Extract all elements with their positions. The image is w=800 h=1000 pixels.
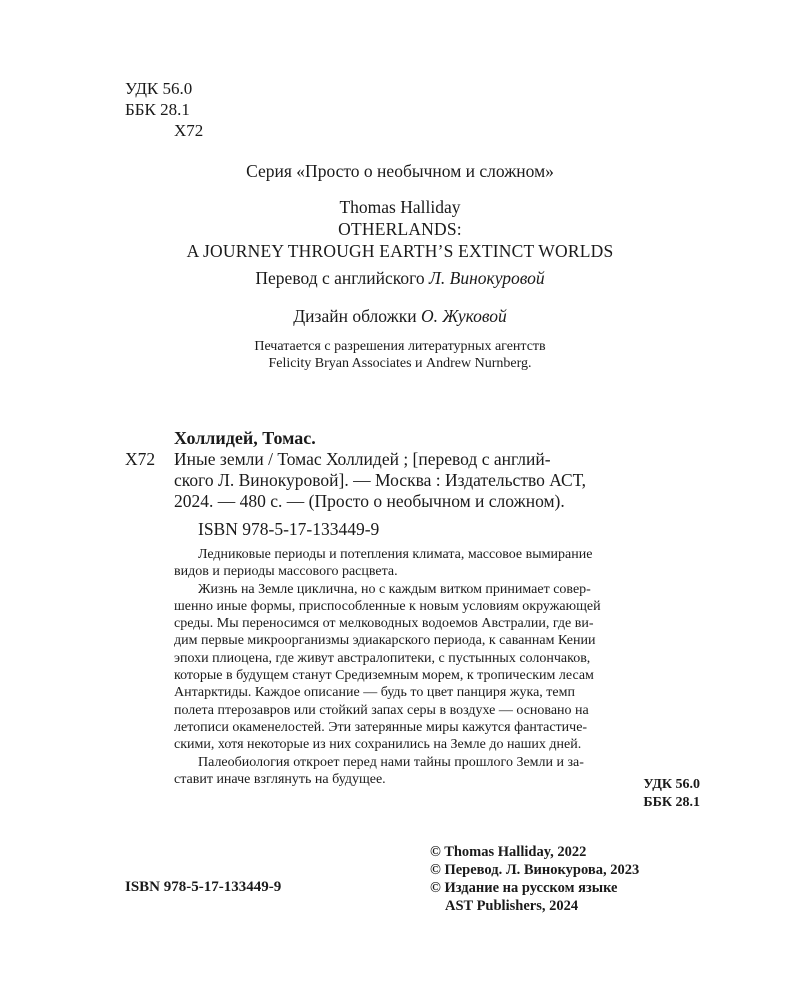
biblio-line: ского Л. Винокуровой]. — Москва : Издательство АСТ, [174, 470, 586, 490]
series-title: Серия «Просто о необычном и сложном» [246, 161, 554, 181]
copyright-block [430, 843, 639, 915]
udk-code-secondary: УДК 56.0 [643, 777, 700, 792]
original-author: Thomas Halliday [339, 197, 461, 217]
annotation-line: шенно иные формы, приспособленные к новым условиям окружающей [174, 598, 601, 614]
udk-bbk-block [643, 776, 700, 811]
annotation-line: среды. Мы переносимся от мелководных водоемов Австралии, где ви- [174, 616, 594, 632]
annotation-line: полета птерозавров или стойкий запах серы в воздухе — основано на [174, 702, 589, 718]
bbk-code-secondary: ББК 28.1 [643, 794, 700, 810]
biblio-description [174, 449, 699, 512]
cover-designer-name: О. Жуковой [420, 306, 507, 326]
annotation-line: Антарктиды. Каждое описание — будь то цвет панциря жука, темп [174, 685, 575, 701]
annotation-line: дим первые микроорганизмы эдиакарского периода, к саваннам Кении [174, 633, 596, 649]
translation-credit [0, 268, 800, 289]
copyright-line: AST Publishers, 2024 [445, 898, 579, 914]
bbk-code: ББК 28.1 [125, 100, 190, 119]
copyright-line: © Издание на русском языке [430, 880, 618, 896]
permission-line2: Felicity Bryan Associates и Andrew Nurnberg. [268, 356, 532, 371]
author-code: Х72 [174, 121, 204, 140]
cover-design-credit [0, 306, 800, 327]
cover-design-prefix: Дизайн обложки [293, 306, 421, 326]
copyright-line: © Перевод. Л. Винокурова, 2023 [430, 862, 640, 878]
original-title [0, 218, 800, 262]
translation-prefix: Перевод с английского [255, 268, 430, 288]
original-title-line2: A JOURNEY THROUGH EARTH’S EXTINCT WORLDS [186, 241, 614, 261]
annotation-line: ставит иначе взглянуть на будущее. [174, 771, 386, 787]
biblio-line: Иные земли / Томас Холлидей ; [перевод с англий- [174, 449, 551, 469]
annotation-line: летописи окаменелостей. Эти затерянные миры кажутся фантастиче- [174, 719, 588, 735]
annotation-line: Ледниковые периоды и потепления климата, массовое вымирание [198, 547, 593, 562]
udk-code: УДК 56.0 [125, 79, 193, 98]
annotation-line: эпохи плиоцена, где живут австралопитеки, с пустынных солончаков, [174, 650, 591, 666]
annotation [174, 546, 702, 788]
biblio-heading: Холлидей, Томас. [174, 428, 316, 448]
translator-name: Л. Винокуровой [429, 268, 545, 288]
biblio-author-code: Х72 [125, 449, 156, 469]
classification-codes [125, 78, 203, 141]
original-title-line1: OTHERLANDS: [338, 219, 462, 239]
biblio-line: 2024. — 480 с. — (Просто о необычном и сложном). [174, 491, 565, 511]
annotation-line: которые в будущем станут Средиземным морем, к тропическим лесам [174, 668, 594, 684]
annotation-line: видов и периоды массового расцвета. [174, 564, 398, 580]
isbn-footer: ISBN 978-5-17-133449-9 [125, 879, 282, 895]
annotation-line: Жизнь на Земле циклична, но с каждым витком принимает совер- [198, 581, 591, 597]
annotation-line: скими, хотя некоторые из них сохранились на Земле до наших дней. [174, 737, 582, 753]
biblio-isbn: ISBN 978-5-17-133449-9 [198, 519, 380, 539]
permission-line1: Печатается с разрешения литературных агентств [254, 339, 546, 354]
copyright-line: © Thomas Halliday, 2022 [430, 844, 587, 860]
permission-notice [0, 338, 800, 372]
annotation-line: Палеобиология откроет перед нами тайны прошлого Земли и за- [198, 754, 584, 770]
